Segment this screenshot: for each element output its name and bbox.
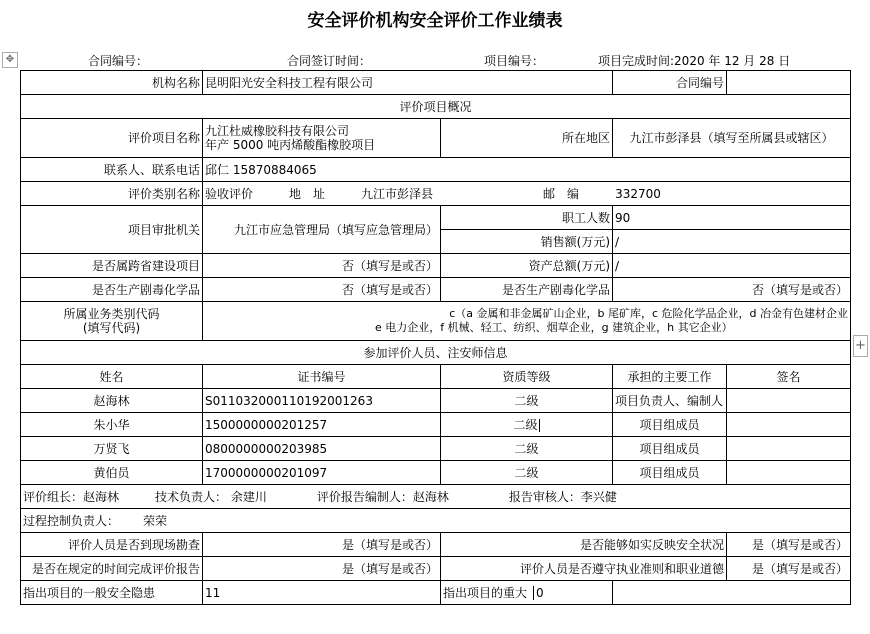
person-name[interactable]: 万贤飞 xyxy=(21,437,203,461)
contract-label: 合同编号 xyxy=(613,71,727,95)
person-name[interactable]: 黄伯员 xyxy=(21,461,203,485)
project-no-label: 项目编号： xyxy=(484,54,545,68)
person-cert[interactable]: 1500000000201257 xyxy=(203,413,441,437)
general-hazard[interactable]: 11 xyxy=(203,581,441,605)
contact-label: 联系人、联系电话 xyxy=(21,158,203,182)
biz-code-line2: e 电力企业，f 机械、轻工、纺织、烟草企业，g 建筑企业，h 其它企业） xyxy=(375,321,733,334)
person-name[interactable]: 朱小华 xyxy=(21,413,203,437)
major-hazard: 0 xyxy=(536,585,544,600)
process-person: 荣荣 xyxy=(143,513,168,528)
col-header-work: 承担的主要工作 xyxy=(613,365,727,389)
add-column-icon[interactable]: + xyxy=(853,335,868,357)
project-name-line1: 九江杜威橡胶科技有限公司 xyxy=(205,124,350,138)
toxic1-label: 是否生产剧毒化学品 xyxy=(21,278,203,302)
person-level[interactable]: 二级 xyxy=(441,461,613,485)
ontime[interactable]: 是（填写是或否） xyxy=(203,557,441,581)
staff[interactable]: 90 xyxy=(613,206,851,230)
biz-code[interactable] xyxy=(203,302,851,341)
table-row xyxy=(21,389,851,413)
approval[interactable]: 九江市应急管理局（填写应急管理局） xyxy=(203,206,441,254)
person-work[interactable]: 项目组成员 xyxy=(613,461,727,485)
report-writer: 评价报告编制人：赵海林 xyxy=(316,489,449,504)
person-level-text: 二级 xyxy=(513,417,538,432)
project-name-line2: 年产 5000 吨丙烯酸酯橡胶项目 xyxy=(205,138,376,152)
tech-lead: 技术负责人： 余建川 xyxy=(155,489,267,504)
toxic1[interactable]: 否（填写是或否） xyxy=(203,278,441,302)
onsite-label: 评价人员是否到现场勘查 xyxy=(21,533,203,557)
col-header-name: 姓名 xyxy=(21,365,203,389)
toxic2-label: 是否生产剧毒化学品 xyxy=(441,278,613,302)
complete-time: 项目完成时间:2020 年 12 月 28 日 xyxy=(598,54,791,68)
process-label: 过程控制负责人： xyxy=(23,513,120,528)
sales-label: 销售额(万元) xyxy=(441,230,613,254)
process-row[interactable] xyxy=(21,509,851,533)
major-hazard-extra[interactable] xyxy=(613,581,851,605)
postcode-label: 邮 编 xyxy=(543,186,580,201)
person-level[interactable]: 二级 xyxy=(441,389,613,413)
overview-title: 评价项目概况 xyxy=(21,95,851,119)
org-name[interactable]: 昆明阳光安全科技工程有限公司 xyxy=(203,71,613,95)
person-level[interactable]: 二级 xyxy=(441,437,613,461)
project-name-label: 评价项目名称 xyxy=(21,119,203,158)
ethics[interactable]: 是（填写是或否） xyxy=(727,557,851,581)
person-cert[interactable]: 1700000000201097 xyxy=(203,461,441,485)
table-row xyxy=(21,461,851,485)
move-handle-icon[interactable]: ✥ xyxy=(2,52,18,68)
contact[interactable]: 邱仁 15870884065 xyxy=(203,158,851,182)
region[interactable]: 九江市彭泽县（填写至所属县或辖区） xyxy=(613,119,851,158)
assets-label: 资产总额(万元) xyxy=(441,254,613,278)
eval-type-label: 评价类别名称 xyxy=(21,182,203,206)
onsite[interactable]: 是（填写是或否） xyxy=(203,533,441,557)
contract-value[interactable] xyxy=(727,71,851,95)
person-level[interactable] xyxy=(441,413,613,437)
person-sign[interactable] xyxy=(727,461,851,485)
person-sign[interactable] xyxy=(727,437,851,461)
sign-time-label: 合同签订时间： xyxy=(287,54,372,68)
cross-prov[interactable]: 否（填写是或否） xyxy=(203,254,441,278)
postcode: 332700 xyxy=(615,186,661,201)
col-header-sign: 签名 xyxy=(727,365,851,389)
ethics-label: 评价人员是否遵守执业准则和职业道德 xyxy=(441,557,727,581)
roles-row[interactable] xyxy=(21,485,851,509)
eval-type-row[interactable] xyxy=(203,182,851,206)
page-title: 安全评价机构安全评价工作业绩表 xyxy=(307,11,563,31)
person-work[interactable]: 项目组成员 xyxy=(613,413,727,437)
address-label: 地 址 xyxy=(289,186,326,201)
sales[interactable]: / xyxy=(613,230,851,254)
cross-prov-label: 是否属跨省建设项目 xyxy=(21,254,203,278)
eval-leader: 评价组长：赵海林 xyxy=(23,489,120,504)
col-header-level: 资质等级 xyxy=(441,365,613,389)
table-row xyxy=(21,413,851,437)
org-name-label: 机构名称 xyxy=(21,71,203,95)
general-hazard-label: 指出项目的一般安全隐患 xyxy=(21,581,203,605)
project-name[interactable] xyxy=(203,119,441,158)
performance-table xyxy=(20,70,851,605)
biz-code-label-line1: 所属业务类别代码 xyxy=(63,307,160,321)
text-cursor xyxy=(539,419,540,432)
person-work[interactable]: 项目组成员 xyxy=(613,437,727,461)
region-label: 所在地区 xyxy=(441,119,613,158)
toxic2[interactable]: 否（填写是或否） xyxy=(613,278,851,302)
contract-no-label: 合同编号： xyxy=(88,54,149,68)
staff-label: 职工人数 xyxy=(441,206,613,230)
biz-code-label xyxy=(21,302,203,341)
person-sign[interactable] xyxy=(727,389,851,413)
person-sign[interactable] xyxy=(727,413,851,437)
person-name[interactable]: 赵海林 xyxy=(21,389,203,413)
person-cert[interactable]: 0800000000203985 xyxy=(203,437,441,461)
person-work[interactable]: 项目负责人、编制人 xyxy=(613,389,727,413)
approval-label: 项目审批机关 xyxy=(21,206,203,254)
report-reviewer: 报告审核人：李兴健 xyxy=(508,489,617,504)
personnel-title: 参加评价人员、注安师信息 xyxy=(21,341,851,365)
ontime-label: 是否在规定的时间完成评价报告 xyxy=(21,557,203,581)
reflect[interactable]: 是（填写是或否） xyxy=(727,533,851,557)
address: 九江市彭泽县 xyxy=(361,186,434,201)
person-cert[interactable]: S011032000110192001263 xyxy=(203,389,441,413)
biz-code-line1: c（a 金属和非金属矿山企业，b 尾矿库，c 危险化学品企业，d 冶金有色建材企业 xyxy=(449,307,849,320)
table-row xyxy=(21,437,851,461)
reflect-label: 是否能够如实反映安全状况 xyxy=(441,533,727,557)
major-hazard-cell[interactable] xyxy=(441,581,613,605)
assets[interactable]: / xyxy=(613,254,851,278)
major-hazard-label: 指出项目的重大 xyxy=(441,586,534,600)
col-header-cert: 证书编号 xyxy=(203,365,441,389)
eval-type: 验收评价 xyxy=(205,186,254,201)
biz-code-label-line2: (填写代码) xyxy=(82,321,141,335)
